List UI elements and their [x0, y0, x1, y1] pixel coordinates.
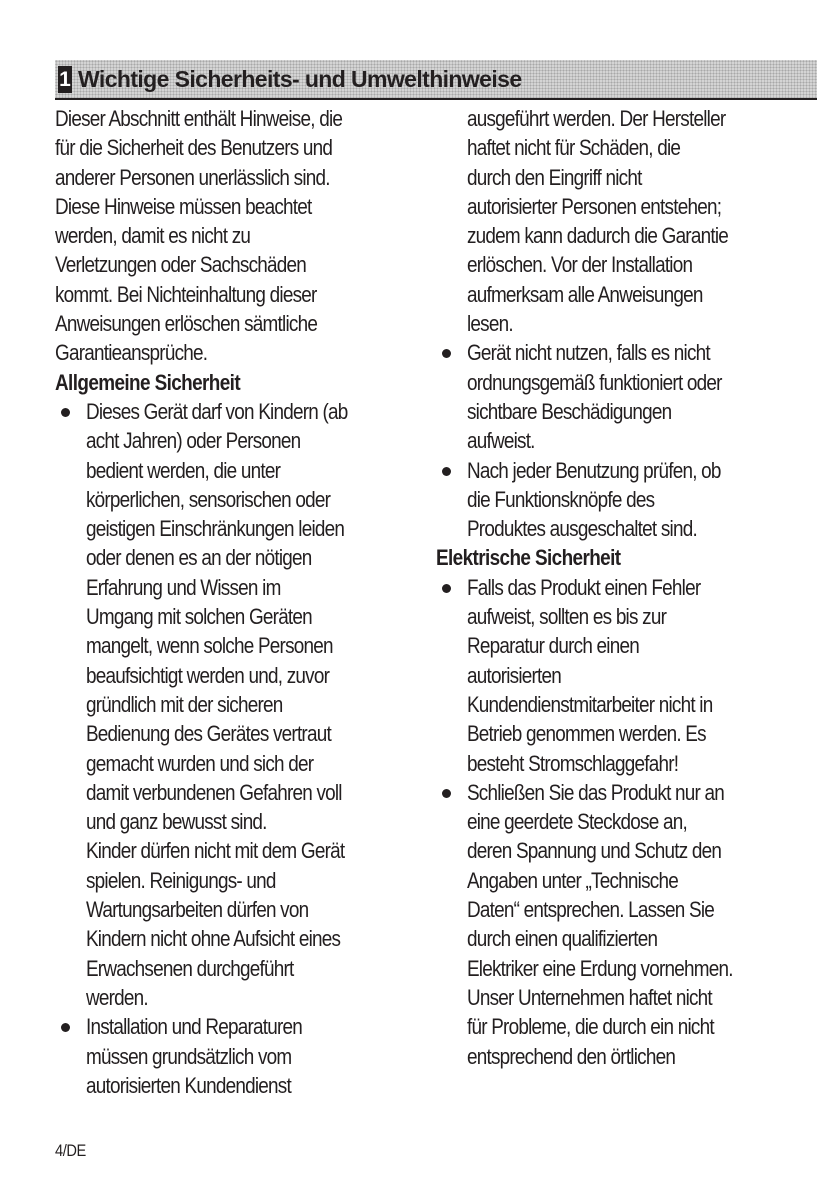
bullet-line: autorisierten Kundendienst: [85, 1072, 291, 1098]
intro-line: Garantieansprüche.: [55, 340, 208, 366]
bullet-line: Umgang mit solchen Geräten: [85, 604, 312, 630]
bullet-continuation: [436, 104, 817, 338]
bullet-line: müssen grundsätzlich vom: [85, 1043, 292, 1069]
bullet-line: Kindern nicht ohne Aufsicht eines: [85, 926, 341, 952]
intro-line: werden, damit es nicht zu: [55, 223, 251, 249]
bullet-line: lesen.: [466, 311, 513, 337]
bullet-line: aufmerksam alle Anweisungen: [466, 281, 703, 307]
bullet-line: Nach jeder Benutzung prüfen, ob: [466, 457, 721, 483]
bullet-item-children-supervision: [55, 397, 425, 1012]
bullet-line: Produktes ausgeschaltet sind.: [466, 516, 697, 542]
section-title: Wichtige Sicherheits- und Umwelthinweise: [78, 66, 522, 92]
intro-line: anderer Personen unerlässlich sind.: [55, 164, 330, 190]
bullet-line: Schließen Sie das Produkt nur an: [466, 779, 725, 805]
bullet-line: haftet nicht für Schäden, die: [466, 135, 681, 161]
bullet-line: für Probleme, die durch ein nicht: [466, 1014, 714, 1040]
bullet-line: mangelt, wenn solche Personen: [85, 633, 333, 659]
bullet-item-installation: [55, 1012, 425, 1100]
general-safety-heading: Allgemeine Sicherheit: [55, 369, 241, 395]
bullet-line: Daten“ entsprechen. Lassen Sie: [466, 897, 715, 923]
bullet-line: die Funktionsknöpfe des: [466, 486, 655, 512]
bullet-line: durch einen qualifizierten: [466, 926, 658, 952]
right-column: [436, 104, 817, 1071]
bullet-first-line: [55, 397, 425, 426]
bullet-line: Falls das Produkt einen Fehler: [466, 574, 701, 600]
bullet-line: aufweist.: [466, 428, 535, 454]
intro-line: Diese Hinweise müssen beachtet: [55, 193, 312, 219]
bullet-first-line: [436, 338, 817, 367]
bullet-line: ausgeführt werden. Der Hersteller: [466, 106, 726, 131]
bullet-line: entsprechend den örtlichen: [466, 1043, 676, 1069]
bullet-line: oder denen es an der nötigen: [85, 545, 312, 571]
bullet-line: autorisierten: [466, 662, 562, 688]
bullet-line: Wartungsarbeiten dürfen von: [85, 897, 309, 923]
bullet-first-line: [55, 1012, 425, 1041]
electrical-safety-heading: Elektrische Sicherheit: [436, 545, 621, 571]
bullet-line: damit verbundenen Gefahren voll: [85, 779, 342, 805]
bullet-first-line: [436, 456, 817, 485]
bullet-line: zudem kann dadurch die Garantie: [466, 223, 728, 249]
bullet-line: geistigen Einschränkungen leiden: [85, 516, 345, 542]
intro-line: Anweisungen erlöschen sämtliche: [55, 311, 318, 337]
intro-paragraph: [55, 104, 425, 368]
bullet-line: besteht Stromschlaggefahr!: [466, 750, 679, 776]
bullet-line: aufweist, sollten es bis zur: [466, 604, 667, 630]
bullet-line: Erfahrung und Wissen im: [85, 574, 281, 600]
bullet-line: autorisierter Personen entstehen;: [466, 193, 722, 219]
intro-line: Dieser Abschnitt enthält Hinweise, die: [55, 106, 343, 131]
bullet-line: Dieses Gerät darf von Kindern (ab: [85, 398, 348, 424]
bullet-line: Kundendienstmitarbeiter nicht in: [466, 691, 713, 717]
bullet-line: beaufsichtigt werden und, zuvor: [85, 662, 330, 688]
intro-line: Verletzungen oder Sachschäden: [55, 252, 307, 278]
bullet-line: acht Jahren) oder Personen: [85, 428, 301, 454]
bullet-item-check-knobs: [436, 456, 817, 544]
bullet-item-faulty-product: [436, 573, 817, 778]
bullet-line: deren Spannung und Schutz den: [466, 838, 722, 864]
bullet-line: sichtbare Beschädigungen: [466, 398, 672, 424]
bullet-line: eine geerdete Steckdose an,: [466, 809, 687, 835]
left-column: [55, 104, 425, 1100]
section-number-badge: 1: [59, 68, 71, 91]
bullet-line: Reparatur durch einen: [466, 633, 639, 659]
bullet-line: Betrieb genommen werden. Es: [466, 721, 706, 747]
bullet-line: bedient werden, die unter: [85, 457, 281, 483]
bullet-line: durch den Eingriff nicht: [466, 164, 642, 190]
bullet-line: Angaben unter „Technische: [466, 867, 678, 893]
bullet-item-damaged-device: [436, 338, 817, 455]
bullet-line: werden.: [85, 984, 148, 1010]
bullet-line: und ganz bewusst sind.: [85, 809, 267, 835]
bullet-line: Installation und Reparaturen: [85, 1014, 303, 1040]
bullet-line: Kinder dürfen nicht mit dem Gerät: [85, 838, 345, 864]
bullet-line: gründlich mit der sicheren: [85, 691, 283, 717]
bullet-first-line: [436, 573, 817, 602]
bullet-line: gemacht wurden und sich der: [85, 750, 314, 776]
bullet-line: Bedienung des Gerätes vertraut: [85, 721, 331, 747]
intro-line: kommt. Bei Nichteinhaltung dieser: [55, 281, 317, 307]
bullet-line: spielen. Reinigungs- und: [85, 867, 276, 893]
bullet-item-grounded-socket: [436, 778, 817, 1071]
bullet-line: erlöschen. Vor der Installation: [466, 252, 693, 278]
intro-line: für die Sicherheit des Benutzers und: [55, 135, 333, 161]
bullet-line: ordnungsgemäß funktioniert oder: [466, 369, 722, 395]
page-number: 4/DE: [55, 1141, 86, 1160]
bullet-line: Erwachsenen durchgeführt: [85, 955, 294, 981]
bullet-first-line: [436, 778, 817, 807]
bullet-line: Elektriker eine Erdung vornehmen.: [466, 955, 733, 981]
bullet-line: Unser Unternehmen haftet nicht: [466, 984, 712, 1010]
bullet-line: Gerät nicht nutzen, falls es nicht: [466, 340, 710, 366]
bullet-line: körperlichen, sensorischen oder: [85, 486, 331, 512]
